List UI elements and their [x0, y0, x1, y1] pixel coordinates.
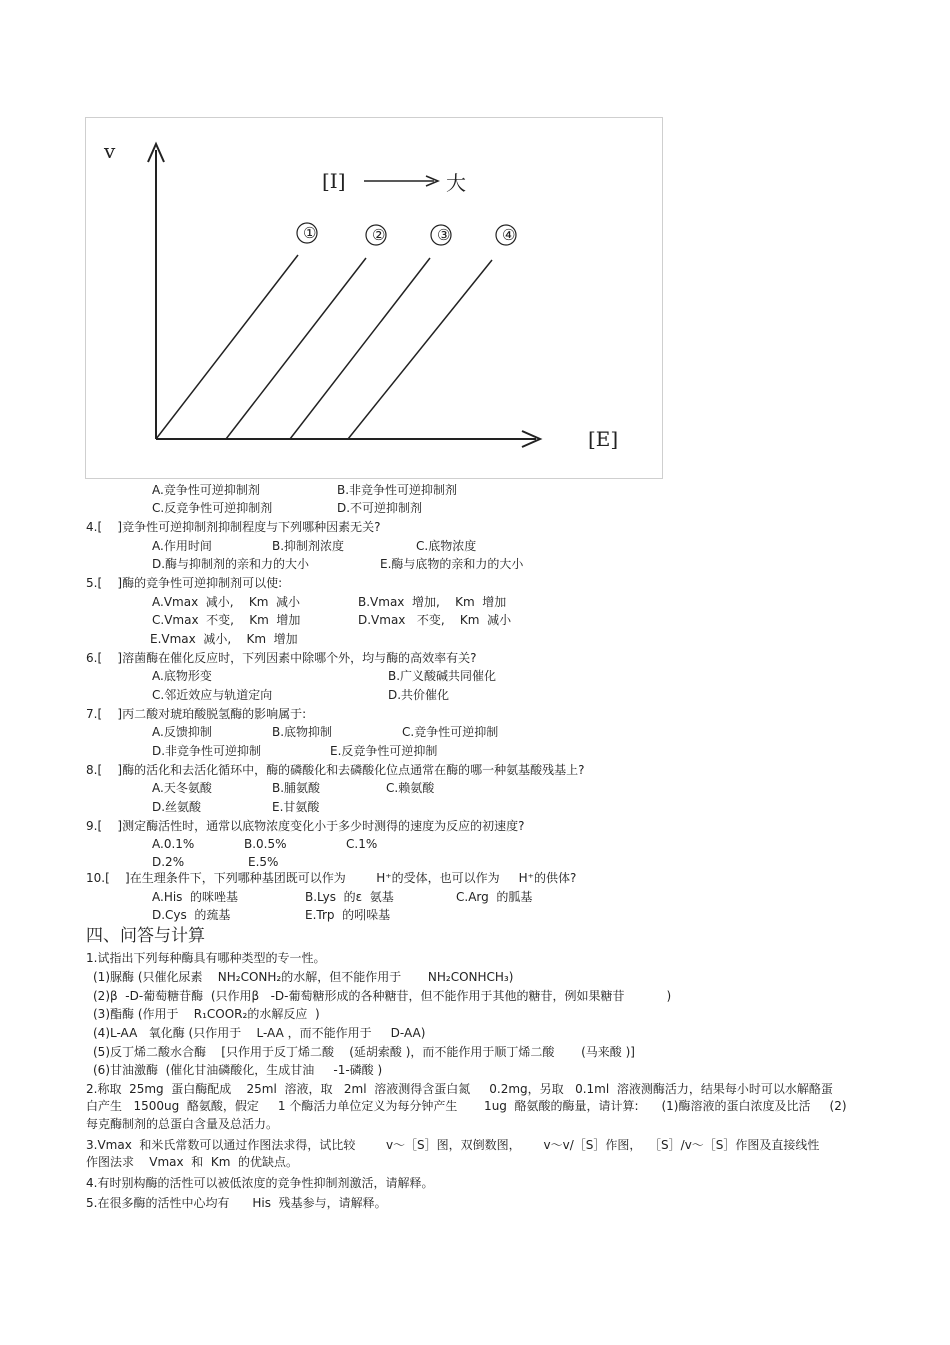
text-line: (2)β -D-葡萄糖苷酶 (只作用β -D-葡萄糖形成的各种糖苷，但不能作用于其他的糖苷，例如果糖苷 ) [93, 989, 672, 1003]
text-line: 5.在很多酶的活性中心均有 His 残基参与，请解释。 [86, 1196, 387, 1210]
text-line: E.反竞争性可逆抑制 [330, 744, 438, 758]
text-line: B.底物抑制 [272, 725, 333, 739]
text-line: B.Lys 的ε 氨基 [305, 890, 394, 904]
text-line: E.酶与底物的亲和力的大小 [380, 557, 524, 571]
text-line: 6.[ ]溶菌酶在催化反应时，下列因素中除哪个外，均与酶的高效率有关? [86, 651, 477, 665]
text-line: (5)反丁烯二酸水合酶 [只作用于反丁烯二酸 (延胡索酸 )，而不能作用于顺丁烯二酸 (马来酸 )] [93, 1045, 635, 1059]
text-line: B.非竞争性可逆抑制剂 [337, 483, 458, 497]
increase-label: 大 [446, 171, 466, 195]
text-line: A.His 的咪唑基 [152, 890, 239, 904]
text-line: 7.[ ]丙二酸对琥珀酸脱氢酶的影响属于: [86, 707, 307, 721]
inhibition-plot-figure [85, 117, 663, 479]
line-label-1: ① [303, 224, 317, 242]
y-axis-label: v [104, 139, 116, 163]
inhibition-plot-svg [86, 118, 664, 480]
text-line: A.Vmax 减小, Km 减小 [152, 595, 301, 609]
text-line: (3)酯酶 (作用于 R₁COOR₂的水解反应 ) [93, 1007, 320, 1021]
text-line: 3.Vmax 和米氏常数可以通过作图法求得，试比较 v～［S］图，双倒数图， v～v/［S］作图， ［S］/v～［S］作图及直接线性 [86, 1138, 820, 1152]
text-line: 作图法求 Vmax 和 Km 的优缺点。 [86, 1155, 299, 1169]
line-label-4: ④ [502, 226, 516, 244]
text-line: C.Vmax 不变, Km 增加 [152, 613, 301, 627]
line-label-2: ② [372, 226, 386, 244]
text-line: D.Cys 的巯基 [152, 908, 231, 922]
text-line: C.1% [346, 837, 378, 851]
text-line: C.Arg 的胍基 [456, 890, 533, 904]
text-line: 2.称取 25mg 蛋白酶配成 25ml 溶液，取 2ml 溶液测得含蛋白氮 0.2mg，另取 0.1ml 溶液测酶活力，结果每小时可以水解酪蛋 [86, 1082, 833, 1096]
text-line: 9.[ ]测定酶活性时，通常以底物浓度变化小于多少时测得的速度为反应的初速度? [86, 819, 525, 833]
text-line: D.丝氨酸 [152, 800, 202, 814]
text-line: E.甘氨酸 [272, 800, 320, 814]
text-line: (4)L-AA 氧化酶 (只作用于 L-AA ，而不能作用于 D-AA) [93, 1026, 426, 1040]
text-line: B.脯氨酸 [272, 781, 321, 795]
text-line: D.Vmax 不变, Km 减小 [358, 613, 512, 627]
text-line: E.Vmax 减小, Km 增加 [150, 632, 298, 646]
text-line: B.Vmax 增加, Km 增加 [358, 595, 507, 609]
text-line: 10.[ ]在生理条件下，下列哪种基团既可以作为 H⁺的受体，也可以作为 H⁺的供体? [86, 871, 577, 885]
text-line: A.底物形变 [152, 669, 212, 683]
text-line: (6)甘油激酶 (催化甘油磷酸化，生成甘油 -1-磷酸 ) [93, 1063, 383, 1077]
text-line: 1.试指出下列每种酶具有哪种类型的专一性。 [86, 951, 326, 965]
plot-line-3 [290, 258, 430, 439]
text-line: D.共价催化 [388, 688, 450, 702]
plot-line-1 [156, 255, 298, 439]
text-line: 5.[ ]酶的竞争性可逆抑制剂可以使: [86, 576, 283, 590]
text-line: D.酶与抑制剂的亲和力的大小 [152, 557, 310, 571]
text-line: C.竞争性可逆抑制 [402, 725, 499, 739]
text-line: B.0.5% [244, 837, 287, 851]
section-heading: 四、问答与计算 [86, 926, 205, 946]
text-line: D.2% [152, 855, 185, 869]
text-line: C.邻近效应与轨道定向 [152, 688, 273, 702]
text-line: C.赖氨酸 [386, 781, 435, 795]
text-line: D.不可逆抑制剂 [337, 501, 423, 515]
text-line: 4.[ ]竞争性可逆抑制剂抑制程度与下列哪种因素无关? [86, 520, 381, 534]
plot-line-4 [348, 260, 492, 439]
text-line: A.0.1% [152, 837, 195, 851]
text-line: C.反竞争性可逆抑制剂 [152, 501, 273, 515]
text-line: A.天冬氨酸 [152, 781, 212, 795]
text-line: A.作用时间 [152, 539, 212, 553]
inhibitor-concentration-label: [I] [322, 169, 346, 193]
text-line: B.广义酸碱共同催化 [388, 669, 497, 683]
text-line: A.竞争性可逆抑制剂 [152, 483, 260, 497]
text-line: A.反馈抑制 [152, 725, 212, 739]
text-line: D.非竞争性可逆抑制 [152, 744, 262, 758]
text-line: 8.[ ]酶的活化和去活化循环中，酶的磷酸化和去磷酸化位点通常在酶的哪一种氨基酸残基上? [86, 763, 585, 777]
line-label-3: ③ [437, 226, 451, 244]
text-line: 每克酶制剂的总蛋白含量及总活力。 [86, 1117, 279, 1131]
plot-line-2 [226, 258, 366, 439]
text-line: B.抑制剂浓度 [272, 539, 345, 553]
text-line: 白产生 1500ug 酪氨酸，假定 1 个酶活力单位定义为每分钟产生 1ug 酪氨酸的酶量，请计算: (1)酶溶液的蛋白浓度及比活 (2) [86, 1099, 847, 1113]
text-line: (1)脲酶 (只催化尿素 NH₂CONH₂的水解，但不能作用于 NH₂CONHCH₃) [93, 970, 514, 984]
text-line: 4.有时别构酶的活性可以被低浓度的竞争性抑制剂激活，请解释。 [86, 1176, 434, 1190]
text-line: E.Trp 的吲哚基 [305, 908, 391, 922]
text-line: E.5% [248, 855, 279, 869]
text-line: C.底物浓度 [416, 539, 477, 553]
x-axis-label: [E] [588, 427, 619, 451]
